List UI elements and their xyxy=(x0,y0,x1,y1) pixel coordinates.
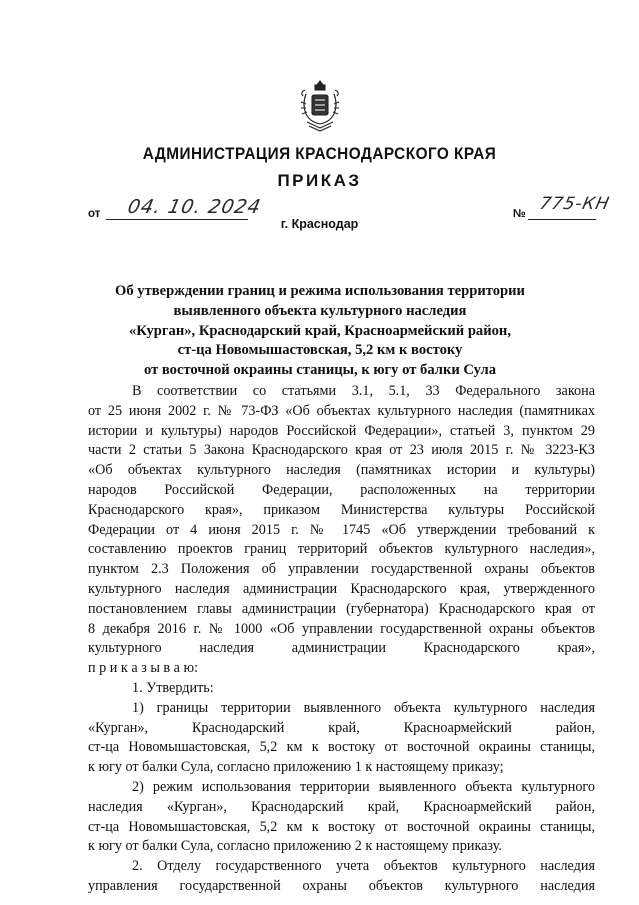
date-value: 04. 10. 2024 xyxy=(125,196,264,218)
coat-of-arms-emblem xyxy=(299,78,341,134)
body-line: Краснодарского края», приказом Министерства культуры Российской xyxy=(88,501,595,518)
body-line: культурного наследия администрации Краснодарского края», xyxy=(88,640,595,657)
body-line: ст-ца Новомышастовская, 5,2 км к востоку от восточной окраины станицы, xyxy=(88,818,595,835)
body-line: «Курган», Краснодарский край, Красноармейский район, xyxy=(88,719,595,736)
document-body xyxy=(88,382,595,897)
body-line: 8 декабря 2016 г. № 1000 «Об управлении государственной охраны объектов xyxy=(88,620,595,637)
body-line: 1) границы территории выявленного объекта культурного наследия xyxy=(132,699,595,716)
body-line: управления государственной охраны объектов культурного наследия xyxy=(88,877,595,894)
body-line: наследия «Курган», Краснодарский край, Красноармейский район, xyxy=(88,798,595,815)
body-line: 1. Утвердить: xyxy=(132,679,214,696)
body-line: п р и к а з ы в а ю: xyxy=(88,660,199,677)
number-label: № xyxy=(513,208,526,220)
body-line: культурного наследия администрации Краснодарского края, утвержденного xyxy=(88,580,595,597)
document-title xyxy=(60,282,580,381)
body-line: «Об объектах культурного наследия (памятниках истории и культуры) xyxy=(88,462,595,479)
body-line: составлению проектов границ территорий объектов культурного наследия», xyxy=(88,541,595,558)
document-type: ПРИКАЗ xyxy=(277,171,362,190)
title-line: выявленного объекта культурного наследия xyxy=(173,302,467,319)
body-line: от 25 июня 2002 г. № 73-ФЗ «Об объектах культурного наследия (памятниках xyxy=(88,402,595,419)
body-line: части 2 статьи 5 Закона Краснодарского края от 23 июля 2015 г. № 3223-КЗ xyxy=(88,442,595,459)
title-line: ст-ца Новомышастовская, 5,2 км к востоку xyxy=(177,342,463,359)
body-line: В соответствии со статьями 3.1, 5.1, 33 Федерального закона xyxy=(132,383,595,399)
body-line: 2) режим использования территории выявленного объекта культурного xyxy=(132,778,595,795)
number-value: 775-КН xyxy=(537,194,612,214)
body-line: народов Российской Федерации, расположенных на территории xyxy=(88,481,595,498)
city-name: г. Краснодар xyxy=(280,217,359,231)
body-line: постановлением главы администрации (губернатора) Краснодарского края от xyxy=(88,600,595,617)
body-line: ст-ца Новомышастовская, 5,2 км к востоку от восточной окраины станицы, xyxy=(88,739,595,756)
body-line: к югу от балки Сула, согласно приложению 2 к настоящему приказу. xyxy=(88,838,502,855)
date-label: от xyxy=(88,208,101,220)
body-line: 2. Отделу государственного учета объектов культурного наследия xyxy=(132,858,595,875)
title-line: «Курган», Краснодарский край, Красноармейский район, xyxy=(128,322,511,339)
body-line: истории и культуры) народов Российской Федерации», статьей 3, пунктом 29 xyxy=(88,422,595,439)
body-line: Федерации от 4 июня 2015 г. № 1745 «Об утверждении требований к xyxy=(88,521,595,538)
title-line: Об утверждении границ и режима использования территории xyxy=(115,283,525,299)
organization-name: АДМИНИСТРАЦИЯ КРАСНОДАРСКОГО КРАЯ xyxy=(142,145,497,163)
body-line: к югу от балки Сула, согласно приложению 1 к настоящему приказу; xyxy=(88,759,504,776)
body-line: пунктом 2.3 Положения об управлении государственной охраны объектов xyxy=(88,561,595,578)
title-line: от восточной окраины станицы, к югу от балки Сула xyxy=(143,362,497,379)
